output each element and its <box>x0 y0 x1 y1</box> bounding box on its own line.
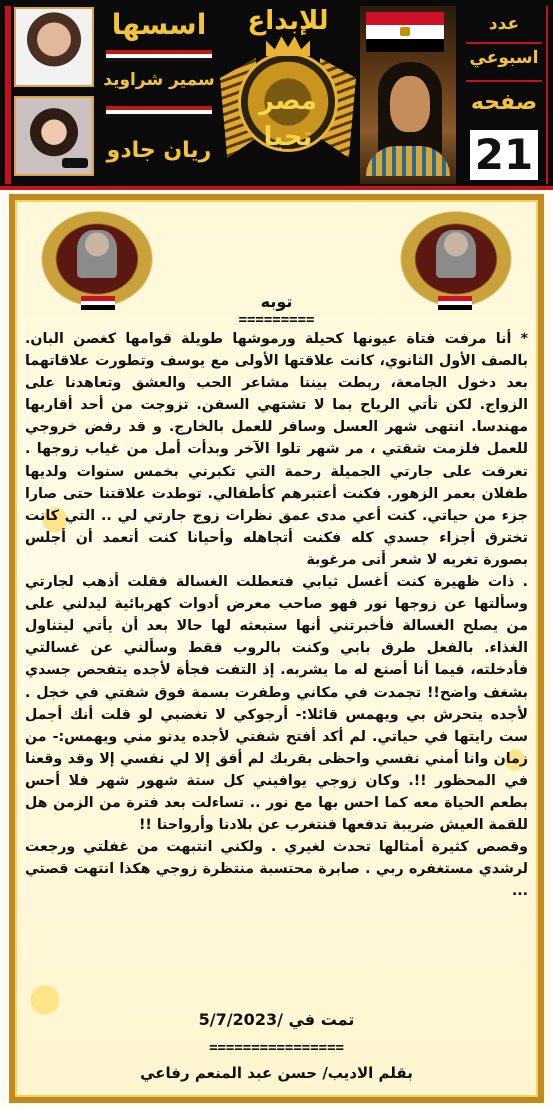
emblem-word-masr: مصر <box>259 86 317 116</box>
story-paragraph: وقصص كثيرة أمثالها تحدث لغيري . ولكني انتبهت من غفلتي ورجعت لرشدي مستغفره ربي . صابرة محتسبة منتظرة زوجي هكذا انتهت قصتي ... <box>25 839 528 900</box>
tahya-masr-emblem <box>220 4 356 184</box>
issue-box <box>462 6 546 184</box>
story-paragraph: * أنا مرفت فتاة عيونها كحيلة ورموشها طويلة قوامها كغصن البان. بالصف الأول الثانوي، كانت علاقتها الأولى مع يوسف وتطورت علاقاتهما بعد دخول الجامعة، ربطت بيننا مشاعر الحب والعشق وتعاهدنا على الزواج. لكن تأتي الرياح بما لا تشتهي السفن. تزوجت من أحد أقاربها مهندسا. انتهى شهر العسل وسافر للعمل بالخارج. و قد رفض خروجي للعمل فلزمت شقتي ، مر شهر تلوا الآخر وبدأت أمل من غياب زوجها . تعرفت على جارتي الجميلة رحمة التي تكبرني بخمس سنوات ولديها طفلان بعمر الزهور. فكنت أعتبرهم كأطفالي. توطدت علاقتنا حتى صارا جزء من حياتي. كنت أعي مدى عمق نظرات زوج جارتي لي .. التي كانت تخترق أجزاء جسدي كله فكنت أتجاهله وأحيانا كنت أتعمد أن أجلس بصورة تغريه لا شعر أنى مرغوبة <box>25 331 528 568</box>
egypt-flag-icon <box>366 12 444 52</box>
author-figure <box>77 230 117 278</box>
editor-photo <box>14 96 94 176</box>
founder-name: سمير شراويد <box>103 70 215 90</box>
issue-divider <box>466 42 542 44</box>
founded-by-label: اسسها <box>111 8 207 41</box>
founder-photo <box>14 7 94 87</box>
sunglasses-shape <box>62 158 88 168</box>
crown-icon <box>266 34 310 56</box>
author-figure <box>436 230 476 278</box>
story-body <box>25 328 528 902</box>
page-label: صفحه <box>470 90 538 115</box>
date-separator: ================ <box>209 1040 344 1056</box>
completion-date: تمت في /5/7/2023 <box>198 1010 355 1029</box>
editor-name: ريان جادو <box>106 138 212 163</box>
eagle-icon <box>400 27 410 36</box>
emblem-title: للإبداع <box>247 6 329 36</box>
issue-number: 21 <box>470 130 538 180</box>
masthead <box>0 0 553 190</box>
weekly-label: اسبوعي <box>469 48 539 68</box>
cleopatra-face <box>390 76 430 132</box>
egypt-stripe <box>106 50 212 62</box>
story-paragraph: . ذات ظهيرة كنت أغسل ثيابي فتعطلت الغسالة فقلت أذهب لجارتي وسألتها عن زوجها نور فهو صاحب معرض أدوات كهربائية ليدلني على من يصلح الغسالة فأخبرتني أنها ستبعثه لها حالا بعد أن يأتي ليتناول الغذاء. بالفعل طرق بابي وكنت بالروب فقط وسألني عن غسالتي فأدخلته، فيما أنا أصنع له ما يشربه. إذ التفت فجأة لأجده يتفحص جسدي بشغف واضح!! تجمدت في مكاني وطفرت بسمة فوق شفتي في خجل . لأجده يتحرش بي ويهمس قائلا:- أرجوكي لا تغضبي لو قلت أنك أجمل ست رايتها في حياتي. لم أكد أفتح شفتي لأجده يدنو مني ويهمس:- من زمان وانا أمني نفسي واحظى بقربك لم أفق إلا لي نفسي إلا وقد وقعنا في المحظور !!. وكان زوجي يوافيني كل ستة شهور شهر فلا أحس بطعم الحياة معه كما احس بها مع نور .. تساءلت بعد فترة من الزمن هل للقمة العيش ضريبة تدفعها فنتغرب عن بلادنا وأرواحنا !! <box>25 574 528 834</box>
article-frame <box>9 194 544 1103</box>
story-title: توبه <box>260 292 293 311</box>
emblem-word-tahya: تحيا <box>263 122 313 152</box>
title-separator: ========= <box>238 312 315 328</box>
egypt-stripe <box>106 106 212 118</box>
red-border-left <box>5 6 11 184</box>
issue-label: عدد <box>488 14 520 34</box>
author-byline: بقلم الاديب/ حسن عبد المنعم رفاعي <box>140 1064 413 1082</box>
issue-divider <box>466 80 542 82</box>
